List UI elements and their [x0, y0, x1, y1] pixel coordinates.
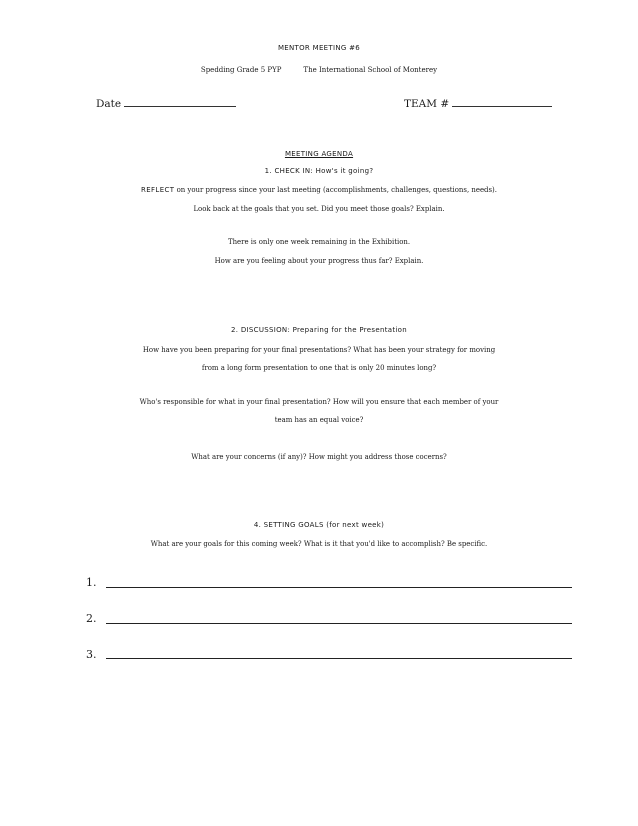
section-1-line-1 — [0, 186, 638, 194]
section-2-line-5: What are your concerns (if any)? How might you address those cocerns? — [191, 453, 447, 461]
school-name: The International School of Monterey — [303, 66, 438, 74]
section-4-line-1: What are your goals for this coming week? What is it that you'd like to accomplish? Be specific. — [150, 540, 488, 548]
team-label: TEAM # — [404, 98, 450, 110]
date-blank[interactable] — [124, 97, 236, 107]
goal-number-3: 3. — [86, 648, 97, 661]
date-field — [96, 97, 236, 110]
section-4-heading: 4. SETTING GOALS (for next week) — [253, 521, 385, 529]
date-label: Date — [96, 98, 122, 110]
section-1-line-4: How are you feeling about your progress thus far? Explain. — [214, 257, 424, 265]
goal-number-1: 1. — [86, 576, 97, 589]
section-2-heading: 2. DISCUSSION: Preparing for the Presentation — [231, 326, 407, 334]
goal-answer-line-1[interactable] — [106, 587, 572, 588]
section-2-line-4: team has an equal voice? — [274, 416, 364, 424]
section-2-line-2: from a long form presentation to one that is only 20 minutes long? — [201, 364, 437, 372]
team-field — [404, 97, 552, 110]
section-1-line-3: There is only one week remaining in the Exhibition. — [227, 238, 411, 246]
page-title: MENTOR MEETING #6 — [277, 44, 361, 52]
reflect-keyword: REFLECT — [141, 186, 175, 194]
team-blank[interactable] — [452, 97, 552, 107]
subtitle — [0, 66, 638, 74]
goal-answer-line-2[interactable] — [106, 623, 572, 624]
agenda-title: MEETING AGENDA — [284, 150, 354, 158]
goal-answer-line-3[interactable] — [106, 658, 572, 659]
goal-number-2: 2. — [86, 612, 97, 625]
section-1-heading: 1. CHECK IN: How's it going? — [264, 167, 374, 175]
class-name: Spedding Grade 5 PYP — [200, 66, 282, 74]
section-2-line-3: Who's responsible for what in your final presentation? How will you ensure that each member of your — [139, 398, 499, 406]
section-2-line-1: How have you been preparing for your final presentations? What has been your strategy for moving — [142, 346, 496, 354]
reflect-text: on your progress since your last meeting (accomplishments, challenges, questions, needs). — [174, 186, 497, 194]
section-1-line-2: Look back at the goals that you set. Did you meet those goals? Explain. — [193, 205, 445, 213]
